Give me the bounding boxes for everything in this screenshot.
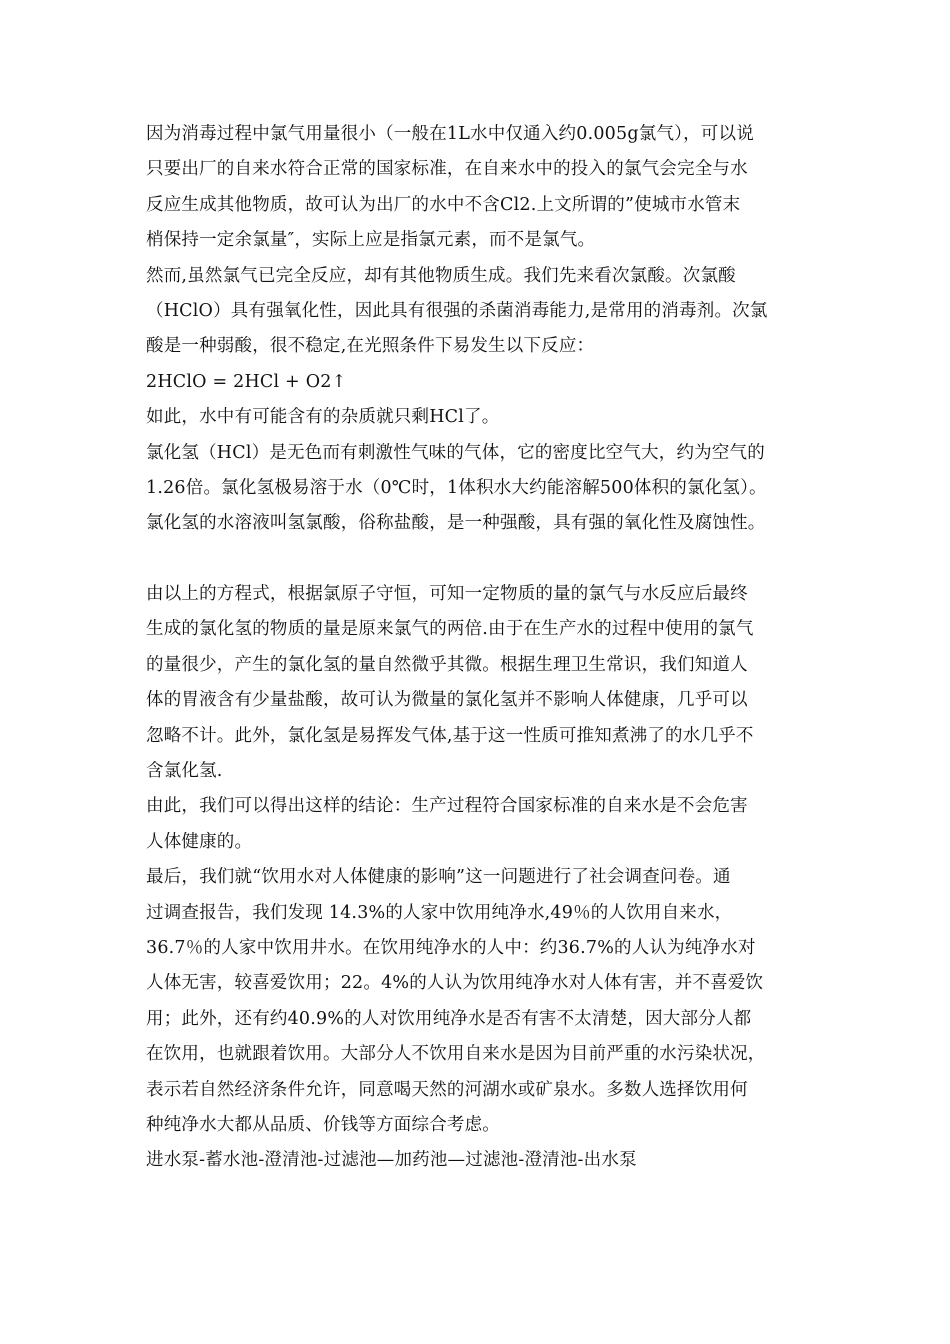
text-line: 忽略不计。此外，氯化氢是易挥发气体,基于这一性质可推知煮沸了的水几乎不 [146, 725, 754, 746]
paragraph [146, 1147, 810, 1174]
text-line: 酸是一种弱酸，很不稳定,在光照条件下易发生以下反应： [146, 336, 595, 357]
text-line: （HClO）具有强氧化性，因此具有很强的杀菌消毒能力,是常用的消毒剂。次氯 [146, 300, 768, 321]
text-line: 最后，我们就“饮用水对人体健康的影响”这一问题进行了社会调查问卷。通 [146, 867, 731, 888]
paragraph [146, 404, 810, 431]
paragraph [146, 793, 810, 855]
text-line: 然而,虽然氯气已完全反应，却有其他物质生成。我们先来看次氯酸。次氯酸 [146, 265, 736, 286]
text-line: 1.26倍。氯化氢极易溶于水（0℃时，1体积水大约能溶解500体积的氯化氢）。 [146, 477, 767, 498]
text-line: 在饮用，也就跟着饮用。大部分人不饮用自来水是因为目前严重的水污染状况， [146, 1044, 766, 1065]
chemical-equation [146, 369, 810, 396]
text-line: 含氯化氢. [146, 761, 223, 782]
text-line: 由以上的方程式，根据氯原子守恒，可知一定物质的量的氯气与水反应后最终 [146, 584, 748, 605]
text-line: 氯化氢（HCl）是无色而有刺激性气味的气体，它的密度比空气大，约为空气的 [146, 442, 765, 463]
process-flow-line: 进水泵-蓄水池-澄清池-过滤池—加药池—过滤池-澄清池-出水泵 [146, 1150, 637, 1171]
text-line: 人体无害，较喜爱饮用；22。4%的人认为饮用纯净水对人体有害，并不喜爱饮 [146, 973, 764, 994]
text-line: 体的胃液含有少量盐酸，故可认为微量的氯化氢并不影响人体健康，几乎可以 [146, 690, 748, 711]
paragraph [146, 440, 810, 538]
text-line: 的量很少，产生的氯化氢的量自然微乎其微。根据生理卫生常识，我们知道人 [146, 654, 748, 675]
text-line: 过调查报告，我们发现 14.3%的人家中饮用纯净水,49％的人饮用自来水， [146, 902, 733, 923]
text-line: 种纯净水大都从品质、价钱等方面综合考虑。 [146, 1114, 500, 1135]
paragraph [146, 121, 810, 254]
paragraph [146, 864, 810, 1139]
text-line: 生成的氯化氢的物质的量是原来氯气的两倍.由于在生产水的过程中使用的氯气 [146, 619, 754, 640]
text-line: 梢保持一定余氯量″，实际上应是指氯元素，而不是氯气。 [146, 230, 596, 251]
blank-line [146, 546, 810, 581]
document-body [146, 121, 810, 1183]
paragraph [146, 581, 810, 785]
paragraph [146, 263, 810, 361]
equation-line: 2HClO = 2HCl + O2↑ [146, 371, 347, 392]
text-line: 由此，我们可以得出这样的结论：生产过程符合国家标准的自来水是不会危害 [146, 796, 748, 817]
text-line: 只要出厂的自来水符合正常的国家标准，在自来水中的投入的氯气会完全与水 [146, 159, 748, 180]
text-line: 氯化氢的水溶液叫氢氯酸，俗称盐酸，是一种强酸，具有强的氧化性及腐蚀性。 [146, 513, 766, 534]
text-line: 用；此外，还有约40.9%的人对饮用纯净水是否有害不太清楚，因大部分人都 [146, 1008, 752, 1029]
text-line: 如此，水中有可能含有的杂质就只剩HCl了。 [146, 407, 500, 428]
text-line: 反应生成其他物质，故可认为出厂的水中不含Cl2.上文所谓的”使城市水管末 [146, 194, 741, 215]
text-line: 表示若自然经济条件允许，同意喝天然的河湖水或矿泉水。多数人选择饮用何 [146, 1079, 748, 1100]
text-line: 36.7％的人家中饮用井水。在饮用纯净水的人中：约36.7%的人认为纯净水对 [146, 937, 756, 958]
text-line: 人体健康的。 [146, 831, 253, 852]
text-line: 因为消毒过程中氯气用量很小（一般在1L水中仅通入约0.005g氯气），可以说 [146, 124, 754, 144]
